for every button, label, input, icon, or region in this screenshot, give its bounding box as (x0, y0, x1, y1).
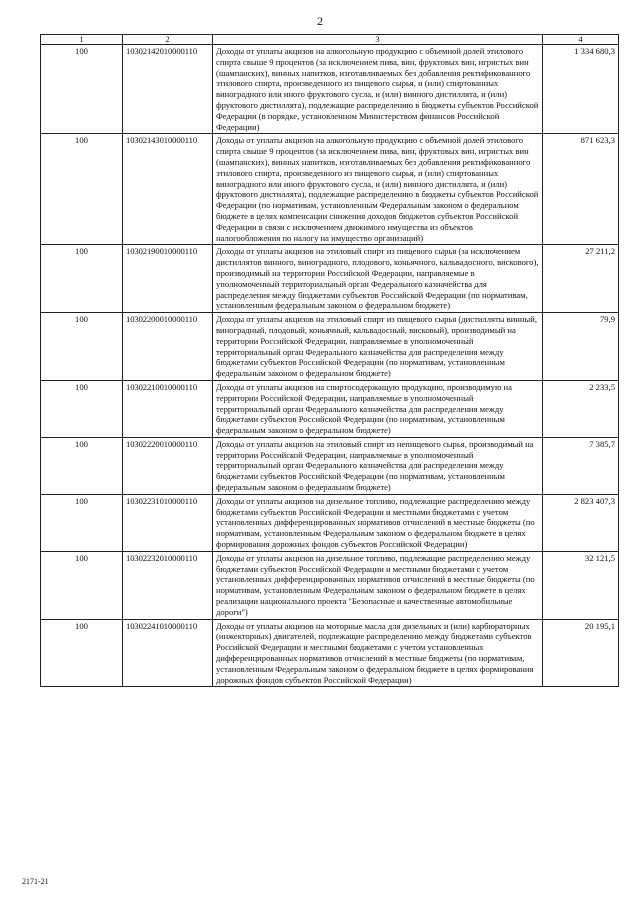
amount-cell: 7 385,7 (543, 437, 619, 494)
revenue-description-cell: Доходы от уплаты акцизов на спиртосодержащую продукцию, производимую на территории Российской Федерации, направляемые в уполномоченный территориальный орган Федерального казначейства для распределения между бюджетами субъектов Российской Федерации (по нормативам, установленным федеральным законом о федеральном бюджете) (213, 380, 543, 437)
amount-cell: 2 823 407,3 (543, 494, 619, 551)
revenue-description-cell: Доходы от уплаты акцизов на этиловый спирт из пищевого сырья (дистилляты винный, виноградный, плодовый, коньячный, кальвадосный, висковый), производимый на территории Российской Федерации, направляемые в уполномоченный территориальный орган Федерального казначейства для распределения между бюджетами субъектов Российской Федерации (по нормативам, установленным федеральным законом о федеральном бюджете) (213, 313, 543, 381)
amount-cell: 27 211,2 (543, 245, 619, 313)
budget-code-cell: 10302232010000110 (123, 551, 213, 619)
budget-code-cell: 10302220010000110 (123, 437, 213, 494)
amount-cell: 871 623,3 (543, 134, 619, 245)
column-header-4: 4 (543, 35, 619, 45)
table-row (41, 551, 619, 619)
amount-cell: 1 334 680,3 (543, 45, 619, 134)
budget-code-cell: 10302190010000110 (123, 245, 213, 313)
admin-code-cell: 100 (41, 619, 123, 687)
revenue-table (40, 34, 619, 687)
table-row (41, 619, 619, 687)
table-row (41, 380, 619, 437)
admin-code-cell: 100 (41, 313, 123, 381)
budget-code-cell: 10302200010000110 (123, 313, 213, 381)
amount-cell: 2 233,5 (543, 380, 619, 437)
table-row (41, 313, 619, 381)
table-row (41, 494, 619, 551)
table-row (41, 245, 619, 313)
revenue-description-cell: Доходы от уплаты акцизов на дизельное топливо, подлежащие распределению между бюджетами субъектов Российской Федерации и местными бюджетами с учетом установленных дифференцированных нормативов отчислений в местные бюджеты (по нормативам, установленным Федеральным законом о федеральном бюджете в целях формирования дорожных фондов субъектов Российской Федерации) (213, 494, 543, 551)
table-row (41, 134, 619, 245)
column-header-3: 3 (213, 35, 543, 45)
column-header-2: 2 (123, 35, 213, 45)
revenue-description-cell: Доходы от уплаты акцизов на моторные масла для дизельных и (или) карбюраторных (инжекторных) двигателей, подлежащие распределению между бюджетами субъектов Российской Федерации и местными бюджетами с учетом установленных дифференцированных нормативов отчислений в местные бюджеты (по нормативам, установленным Федеральным законом о федеральном бюджете в целях формирования дорожных фондов субъектов Российской Федерации) (213, 619, 543, 687)
budget-code-cell: 10302231010000110 (123, 494, 213, 551)
admin-code-cell: 100 (41, 134, 123, 245)
amount-cell: 79,9 (543, 313, 619, 381)
admin-code-cell: 100 (41, 380, 123, 437)
revenue-description-cell: Доходы от уплаты акцизов на дизельное топливо, подлежащие распределению между бюджетами субъектов Российской Федерации и местными бюджетами с учетом установленных дифференцированных нормативов отчислений в местные бюджеты (по нормативам, установленным Федеральным законом о федеральном бюджете в целях реализации национального проекта "Безопасные и качественные автомобильные дороги") (213, 551, 543, 619)
table-header-row (41, 35, 619, 45)
admin-code-cell: 100 (41, 437, 123, 494)
budget-code-cell: 10302143010000110 (123, 134, 213, 245)
admin-code-cell: 100 (41, 494, 123, 551)
table-row (41, 437, 619, 494)
amount-cell: 32 121,5 (543, 551, 619, 619)
budget-code-cell: 10302210010000110 (123, 380, 213, 437)
amount-cell: 20 195,1 (543, 619, 619, 687)
budget-code-cell: 10302241010000110 (123, 619, 213, 687)
admin-code-cell: 100 (41, 551, 123, 619)
revenue-description-cell: Доходы от уплаты акцизов на алкогольную продукцию с объемной долей этилового спирта свыше 9 процентов (за исключением пива, вин, фруктовых вин, игристых вин (шампанских), винных напитков, изготавливаемых без добавления ректификованного этилового спирта, произведенного из пищевого сырья, и (или) спиртованных виноградного или иного фруктового сусла, и (или) винного дистиллята, и (или) фруктового дистиллята), подлежащие распределению в бюджеты субъектов Российской Федерации (в порядке, установленном Министерством финансов Российской Федерации) (213, 45, 543, 134)
budget-code-cell: 10302142010000110 (123, 45, 213, 134)
revenue-description-cell: Доходы от уплаты акцизов на этиловый спирт из непищевого сырья, производимый на территории Российской Федерации, направляемые в уполномоченный территориальный орган Федерального казначейства для распределения между бюджетами субъектов Российской Федерации (по нормативам, установленным федеральным законом о федеральном бюджете) (213, 437, 543, 494)
revenue-description-cell: Доходы от уплаты акцизов на этиловый спирт из пищевого сырья (за исключением дистиллятов винного, виноградного, плодового, коньячного, кальвадосного, вискового), производимый на территории Российской Федерации, направляемые в уполномоченный территориальный орган Федерального казначейства для распределения между бюджетами субъектов Российской Федерации (по нормативам, установленным федеральным законом о федеральном бюджете) (213, 245, 543, 313)
admin-code-cell: 100 (41, 245, 123, 313)
table-row (41, 45, 619, 134)
document-code: 2171-21 (22, 877, 49, 886)
page-number: 2 (317, 14, 323, 28)
revenue-description-cell: Доходы от уплаты акцизов на алкогольную продукцию с объемной долей этилового спирта свыше 9 процентов (за исключением пива, вин, фруктовых вин, игристых вин (шампанских), винных напитков, изготавливаемых без добавления ректификованного этилового спирта, произведенного из пищевого сырья, и (или) спиртованных виноградного или иного фруктового сусла, и (или) винного дистиллята, и (или) фруктового дистиллята), подлежащие распределению в бюджеты субъектов Российской Федерации (по нормативам, установленным Федеральным законом о федеральном бюджете в целях компенсации снижения доходов бюджетов субъектов Российской Федерации в связи с исключением движимого имущества из объектов налогообложения по налогу на имущество организаций) (213, 134, 543, 245)
admin-code-cell: 100 (41, 45, 123, 134)
column-header-1: 1 (41, 35, 123, 45)
